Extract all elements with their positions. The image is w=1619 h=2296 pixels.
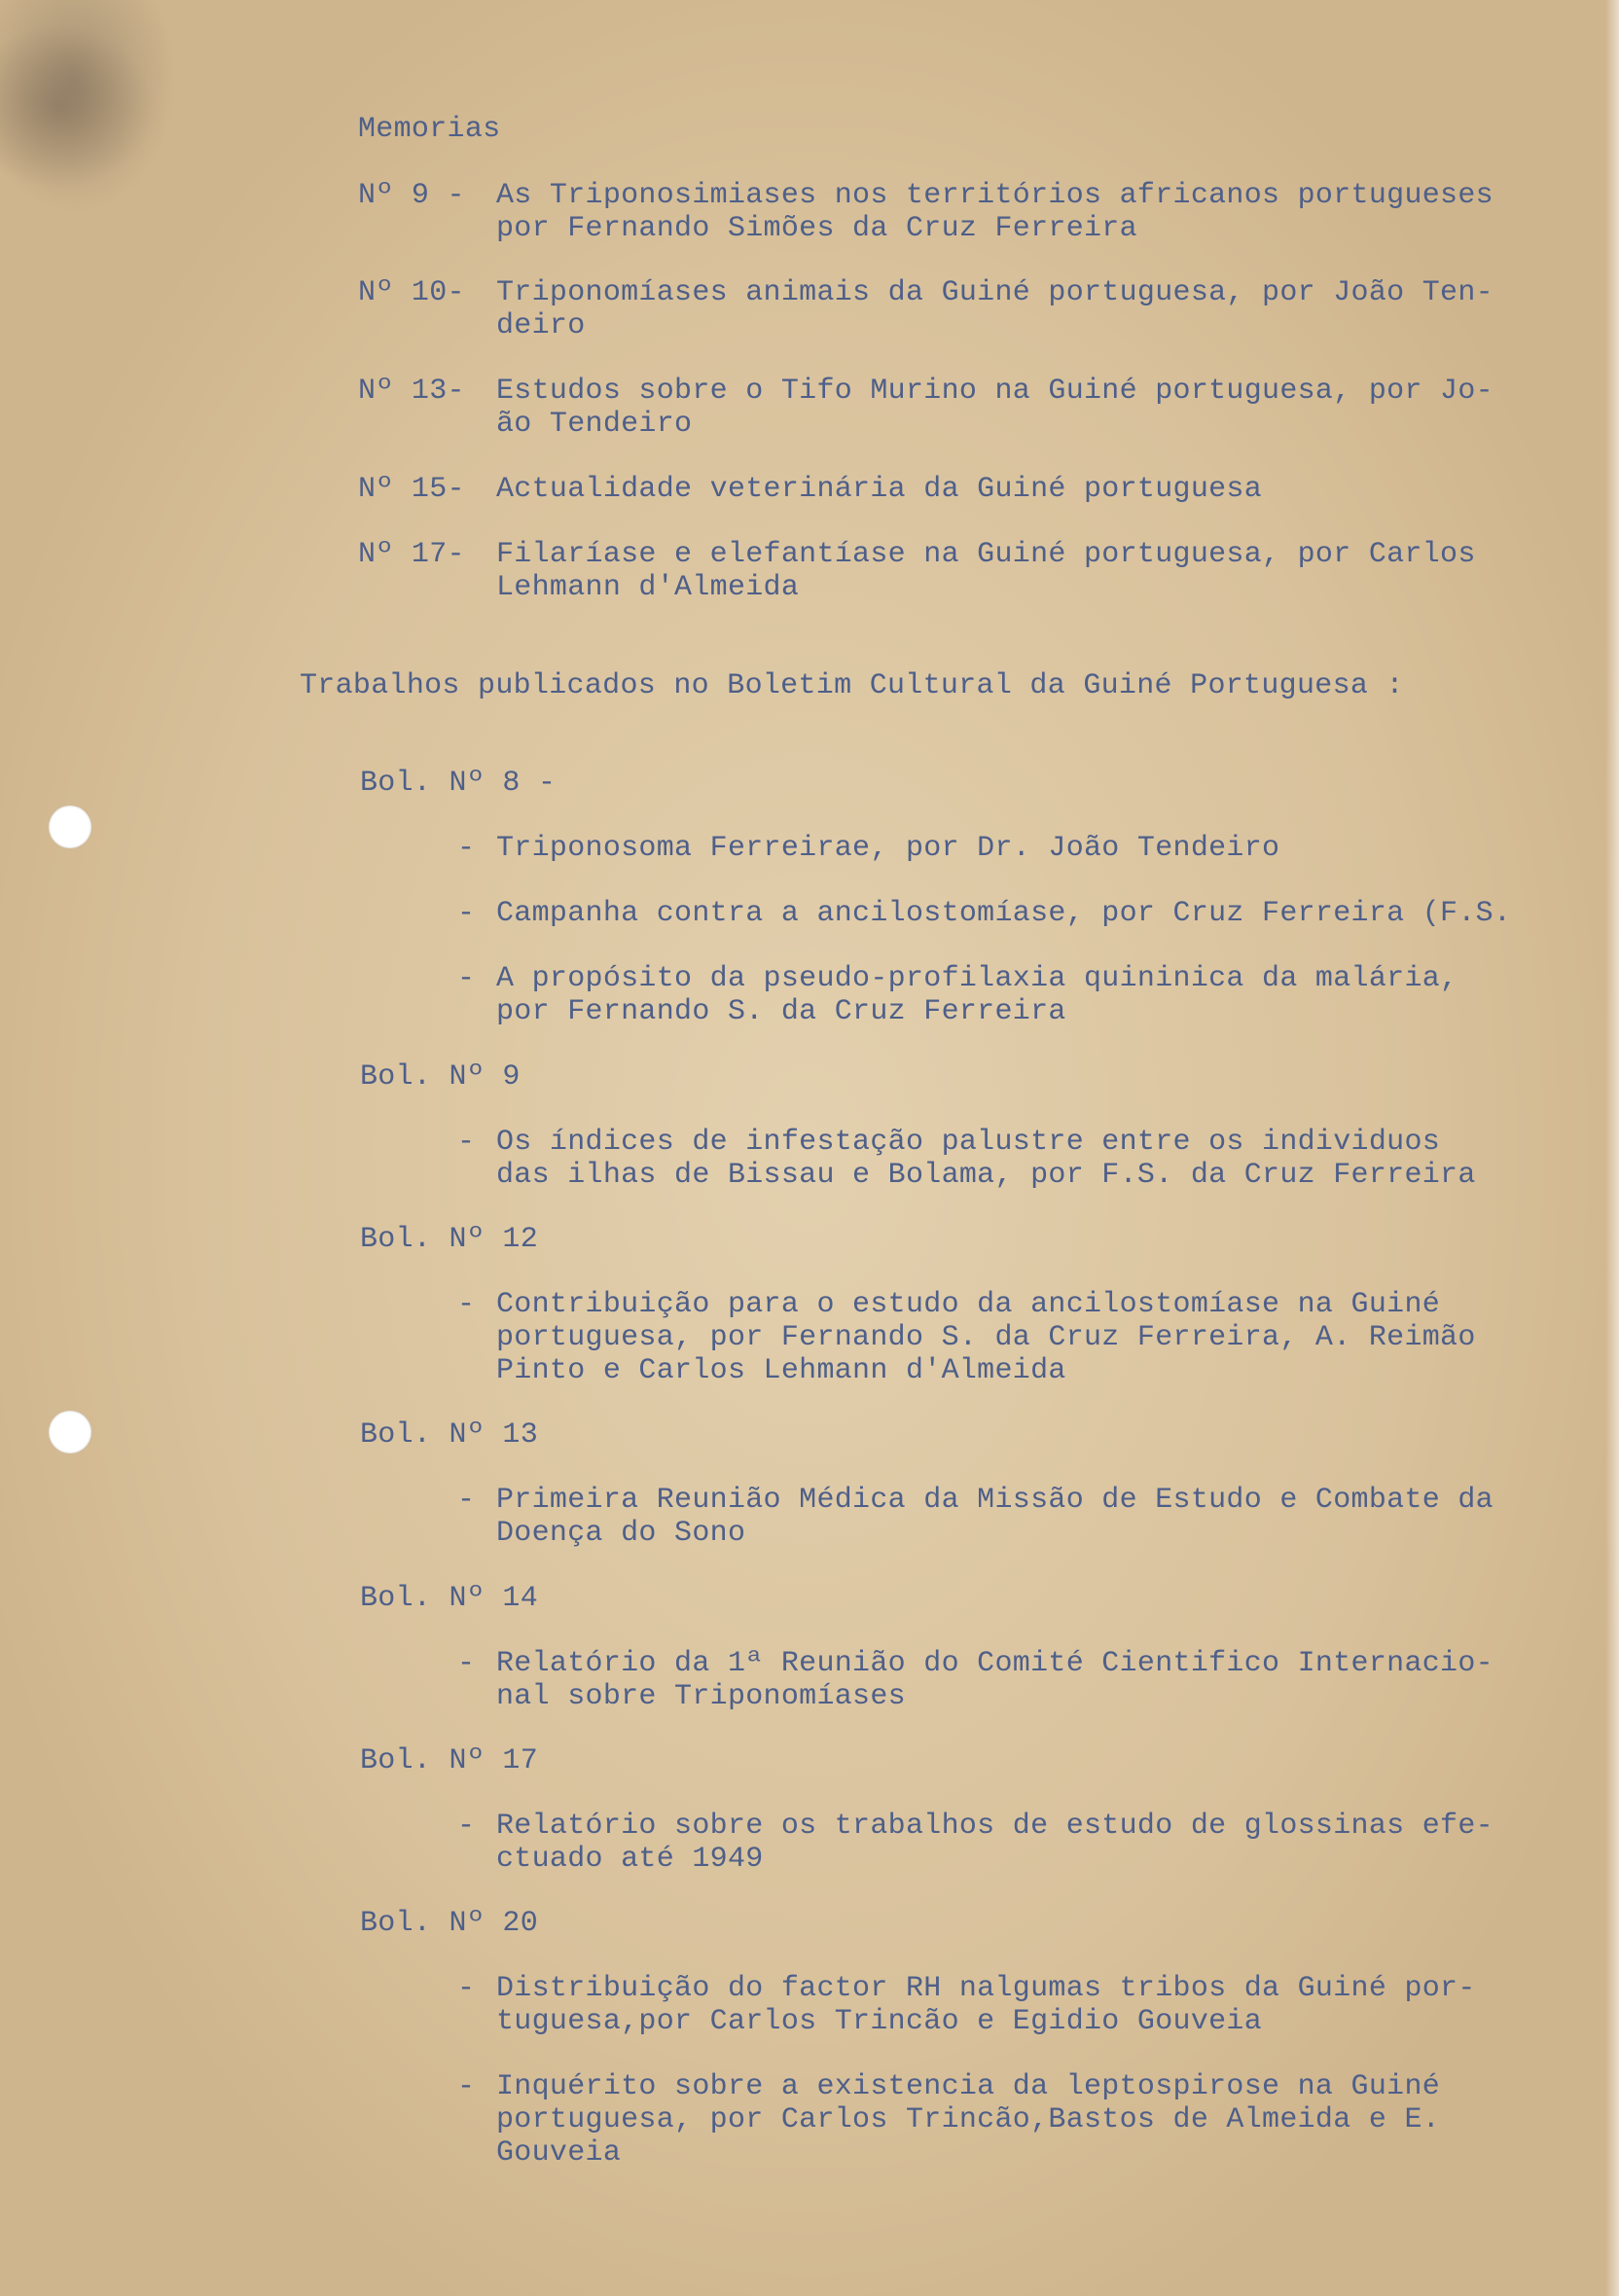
bulletin-label: Bol. Nº 20 bbox=[360, 1907, 539, 1940]
memoria-number: Nº 15- bbox=[358, 473, 465, 506]
bulletin-label: Bol. Nº 17 bbox=[360, 1744, 539, 1777]
bulletin-label: Bol. Nº 12 bbox=[360, 1223, 539, 1256]
memoria-title: Filaríase e elefantíase na Guiné portuguesa, por Carlos Lehmann d'Almeida bbox=[496, 538, 1476, 604]
paper-edge bbox=[1605, 0, 1619, 2296]
list-item: Contribuição para o estudo da ancilostomíase na Guiné portuguesa, por Fernando S. da Cruz Ferreira, A. Reimão Pinto e Carlos Lehmann d'Almeida bbox=[496, 1288, 1476, 1387]
list-bullet: - bbox=[457, 2070, 476, 2103]
bulletin-label: Bol. Nº 9 bbox=[360, 1060, 521, 1094]
list-bullet: - bbox=[457, 1484, 476, 1517]
memoria-title: Actualidade veterinária da Guiné portuguesa bbox=[496, 473, 1263, 506]
punch-hole-top bbox=[49, 806, 91, 848]
punch-hole-bottom bbox=[49, 1411, 91, 1453]
bulletin-label: Bol. Nº 8 - bbox=[360, 767, 557, 800]
memoria-title: As Triponosimiases nos territórios africanos portugueses por Fernando Simões da Cruz Ferreira bbox=[496, 179, 1493, 245]
list-item: Campanha contra a ancilostomíase, por Cruz Ferreira (F.S. bbox=[496, 897, 1512, 930]
memoria-number: Nº 13- bbox=[358, 375, 465, 408]
list-item: A propósito da pseudo-profilaxia quininica da malária, por Fernando S. da Cruz Ferreira bbox=[496, 962, 1458, 1028]
memoria-title: Triponomíases animais da Guiné portuguesa, por João Ten- deiro bbox=[496, 276, 1493, 342]
bulletin-label: Bol. Nº 13 bbox=[360, 1418, 539, 1452]
list-item: Relatório sobre os trabalhos de estudo de glossinas efe- ctuado até 1949 bbox=[496, 1810, 1493, 1876]
list-bullet: - bbox=[457, 832, 476, 865]
list-item: Distribuição do factor RH nalgumas tribos da Guiné por- tuguesa,por Carlos Trincão e Egidio Gouveia bbox=[496, 1972, 1476, 2038]
memoria-number: Nº 10- bbox=[358, 276, 465, 309]
memorias-heading: Memorias bbox=[358, 113, 501, 146]
list-item: Inquérito sobre a existencia da leptospirose na Guiné portuguesa, por Carlos Trincão,Bastos de Almeida e E. Gouveia bbox=[496, 2070, 1441, 2170]
list-item: Triponosoma Ferreirae, por Dr. João Tendeiro bbox=[496, 832, 1280, 865]
list-bullet: - bbox=[457, 1972, 476, 2005]
list-bullet: - bbox=[457, 1288, 476, 1321]
list-item: Os índices de infestação palustre entre os individuos das ilhas de Bissau e Bolama, por F.S. da Cruz Ferreira bbox=[496, 1126, 1476, 1192]
bulletin-label: Bol. Nº 14 bbox=[360, 1582, 539, 1615]
memoria-title: Estudos sobre o Tifo Murino na Guiné portuguesa, por Jo- ão Tendeiro bbox=[496, 375, 1493, 441]
list-bullet: - bbox=[457, 1647, 476, 1680]
memoria-number: Nº 17- bbox=[358, 538, 465, 571]
list-bullet: - bbox=[457, 1126, 476, 1159]
list-bullet: - bbox=[457, 962, 476, 995]
list-item: Primeira Reunião Médica da Missão de Estudo e Combate da Doença do Sono bbox=[496, 1484, 1493, 1550]
list-bullet: - bbox=[457, 897, 476, 930]
list-item: Relatório da 1ª Reunião do Comité Cientifico Internacio- nal sobre Triponomíases bbox=[496, 1647, 1493, 1713]
list-bullet: - bbox=[457, 1810, 476, 1843]
memoria-number: Nº 9 - bbox=[358, 179, 465, 212]
boletim-heading: Trabalhos publicados no Boletim Cultural da Guiné Portuguesa : bbox=[300, 669, 1404, 702]
stain bbox=[0, 0, 185, 224]
